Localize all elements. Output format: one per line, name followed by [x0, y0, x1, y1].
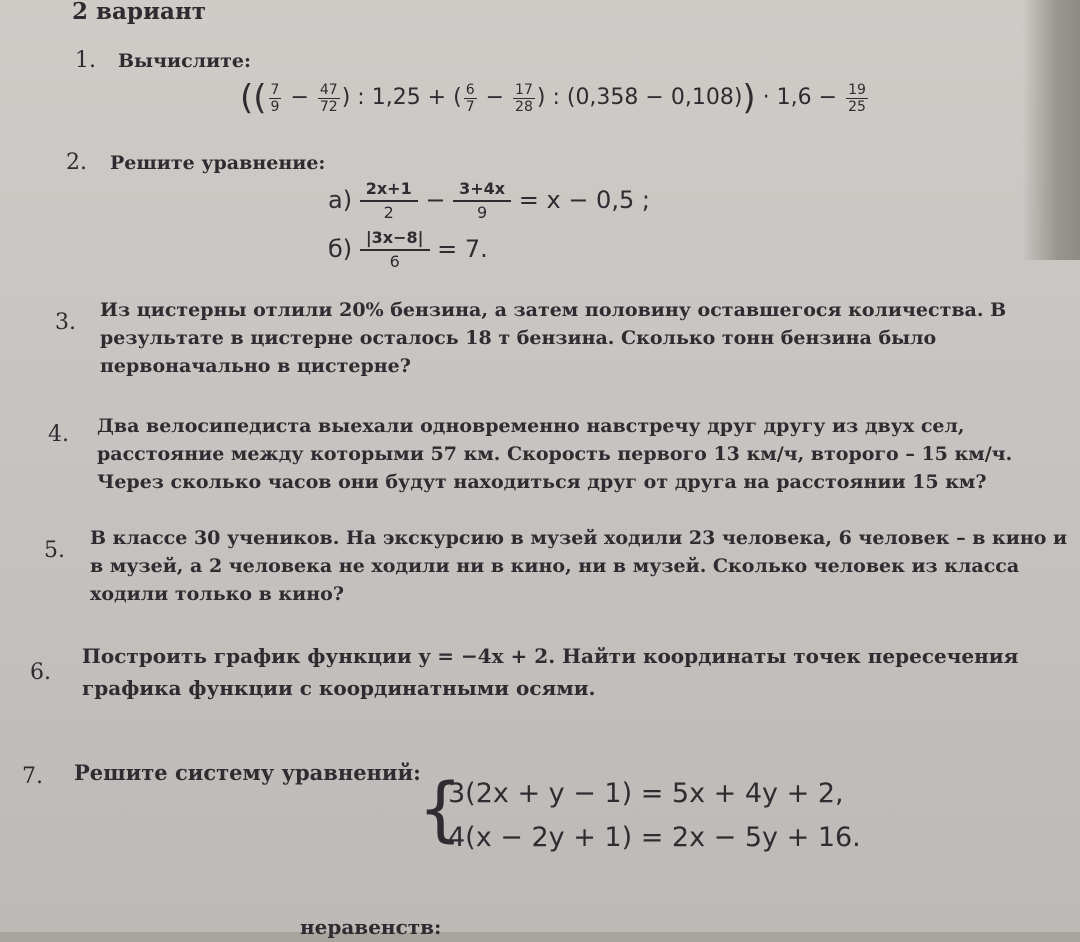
task-6-line: графика функции с координатными осями. — [82, 676, 596, 700]
eq-a-minus: − — [425, 186, 446, 214]
task-2-number: 2. — [66, 150, 87, 175]
eq-b-frac-den: 6 — [389, 252, 400, 271]
task-4-number: 4. — [48, 422, 69, 447]
variant-title: 2 вариант — [72, 0, 207, 25]
frac-7-9-num: 7 — [270, 81, 280, 98]
task-3-text — [100, 296, 1006, 380]
task-6-line: Построить график функции y = −4x + 2. Найти координаты точек пересечения — [82, 644, 1019, 668]
frac-17-28-num: 17 — [515, 81, 533, 98]
task-4-line: Два велосипедиста выехали одновременно навстречу друг другу из двух сел, — [97, 415, 965, 437]
frac-47-72-den: 72 — [319, 98, 338, 115]
task-5-line: ходили только в кино? — [90, 583, 344, 605]
eq-a-frac1-num: 2x+1 — [360, 178, 418, 202]
task-7-heading: Решите систему уравнений: — [74, 760, 421, 785]
task-3-number: 3. — [55, 310, 76, 335]
eq-b-frac-num: |3x−8| — [360, 227, 430, 251]
task-5-line: В классе 30 учеников. На экскурсию в музей ходили 23 человека, 6 человек – в кино и — [90, 527, 1068, 549]
frac-6-7-den: 7 — [465, 98, 475, 115]
task-3-line: результате в цистерне осталось 18 т бензина. Сколько тонн бензина было — [100, 327, 937, 349]
system-equation-2: 4(x − 2y + 1) = 2x − 5y + 16. — [448, 822, 861, 853]
task-4-text — [97, 412, 1012, 496]
task-1-heading: Вычислите: — [118, 50, 252, 72]
task-3-line: первоначально в цистерне? — [100, 355, 411, 377]
eq-a-frac1-den: 2 — [383, 203, 394, 222]
frac-19-25-num: 19 — [848, 81, 866, 98]
cut-off-text: неравенств: — [300, 915, 442, 939]
task-7-number: 7. — [22, 764, 43, 789]
equation-b-label: б) — [328, 235, 353, 263]
task-5-line: в музей, а 2 человека не ходили ни в кино, ни в музей. Сколько человек из класса — [90, 555, 1020, 577]
task-1-number: 1. — [75, 48, 96, 73]
eq-b-rhs: = 7. — [437, 235, 488, 263]
equation-b — [328, 227, 488, 273]
eq-a-rhs: = x − 0,5 ; — [518, 186, 650, 214]
task-4-line: Через сколько часов они будут находиться друг от друга на расстоянии 15 км? — [97, 471, 987, 493]
task-5-number: 5. — [44, 538, 65, 563]
frac-7-9-den: 9 — [270, 98, 280, 115]
system-brace: { — [418, 768, 463, 850]
system-equation-1: 3(2x + y − 1) = 5x + 4y + 2, — [448, 778, 844, 809]
task-1-expression: (( $\frac{7}{9}$ − $\frac{47}{72}$ ) : 1,25 + ( $\frac{6}{7}$ − $\frac{17}{28}$ ) : (0,358 − 0,108)) · 1,6 − $\frac{19}{25}$ — [240, 78, 866, 118]
task-6-text — [82, 640, 1018, 704]
equation-system — [448, 772, 861, 860]
task-3-line: Из цистерны отлили 20% бензина, а затем половину оставшегося количества. В — [100, 299, 1007, 321]
equation-a — [328, 178, 650, 224]
frac-19-25-den: 25 — [848, 98, 866, 115]
task-4-line: расстояние между которыми 57 км. Скорость первого 13 км/ч, второго – 15 км/ч. — [97, 443, 1013, 465]
page-edge-shadow — [1022, 0, 1080, 260]
task-6-number: 6. — [30, 660, 51, 685]
frac-17-28-den: 28 — [515, 98, 533, 115]
expr-part-2: ) : (0,358 − 0,108) — [536, 85, 743, 110]
equation-a-label: а) — [328, 186, 353, 214]
eq-a-frac2-num: 3+4x — [453, 178, 511, 202]
frac-47-72-num: 47 — [319, 81, 338, 98]
task-2-heading: Решите уравнение: — [110, 152, 326, 174]
frac-6-7-num: 6 — [465, 81, 475, 98]
eq-a-frac2-den: 9 — [477, 203, 488, 222]
expr-part-3: · 1,6 − — [762, 85, 838, 110]
task-5-text — [90, 524, 1067, 608]
expr-part-1: ) : 1,25 + ( — [341, 85, 462, 110]
